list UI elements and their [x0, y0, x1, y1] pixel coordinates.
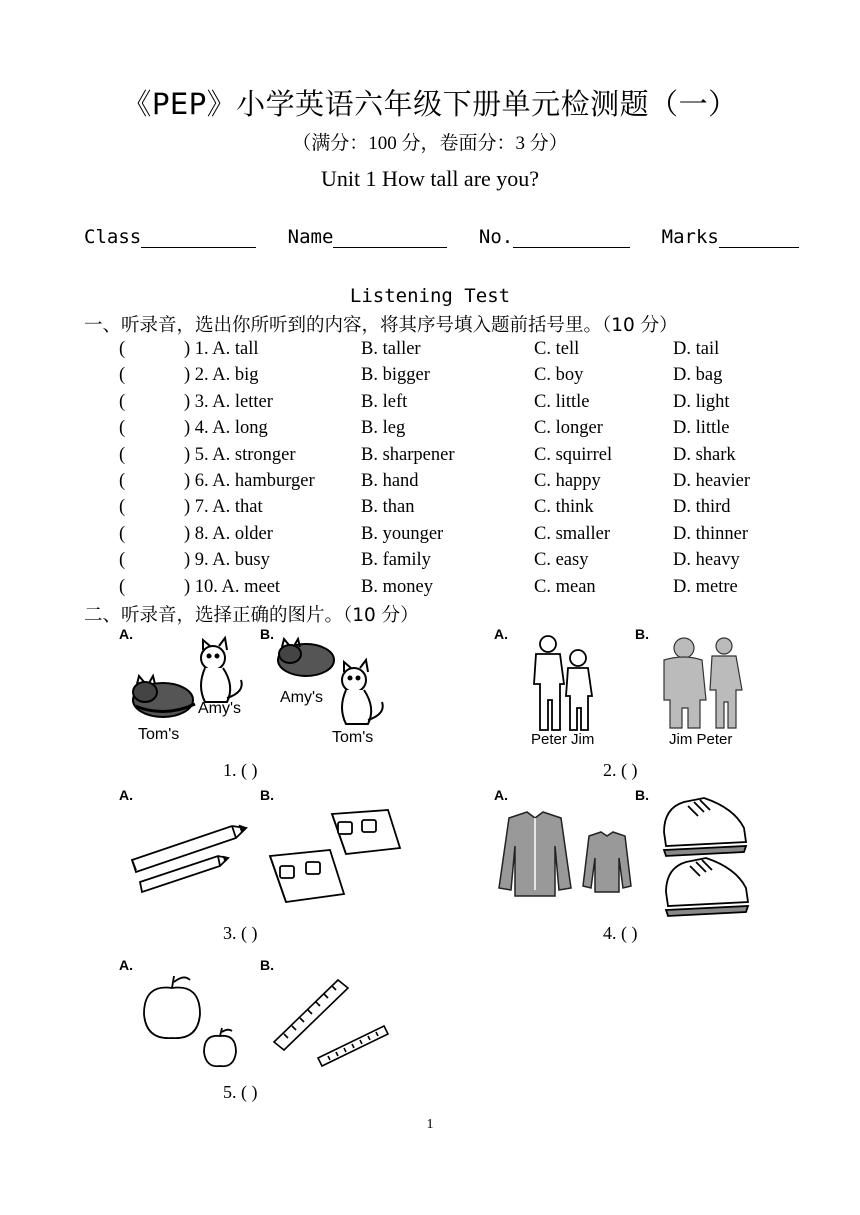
- q10-option-b: B. money: [361, 576, 433, 597]
- q1-option-b-label: B.: [260, 626, 274, 642]
- q10-question-stem: ) 10. A. meet: [184, 576, 281, 597]
- q9-option-d: D. heavy: [673, 550, 740, 571]
- q3-answer-paren[interactable]: (: [119, 391, 126, 412]
- q6-option-c: C. happy: [534, 471, 601, 491]
- class-blank[interactable]: [141, 229, 256, 248]
- q9-option-c: C. easy: [534, 550, 589, 571]
- q3-option-b-label: B.: [260, 787, 274, 803]
- q5-option-d: D. shark: [673, 444, 736, 465]
- q7-answer-paren[interactable]: (: [119, 497, 126, 518]
- q2-answer-paren[interactable]: (: [119, 365, 126, 386]
- q2-option-d: D. bag: [673, 365, 723, 386]
- q2-option-b-people-image[interactable]: [660, 636, 752, 732]
- q3-option-a-label: A.: [119, 787, 133, 803]
- q8-option-d: D. thinner: [673, 523, 749, 544]
- q2-b-caption: Jim Peter: [669, 731, 733, 748]
- q1-a-amy-caption: Amy's: [198, 700, 242, 717]
- q3-option-a-pencils-image[interactable]: [128, 820, 253, 895]
- q10-option-c: C. mean: [534, 576, 596, 597]
- score-note: （满分：100 分，卷面分：3 分）: [292, 133, 568, 154]
- q2-option-a-label: A.: [494, 626, 508, 642]
- q6-option-d: D. heavier: [673, 471, 751, 491]
- q10-option-d: D. metre: [673, 576, 738, 597]
- q5-answer-paren[interactable]: (: [119, 444, 126, 465]
- q6-option-b: B. hand: [361, 471, 419, 491]
- q1-b-amy-caption: Amy's: [280, 689, 324, 706]
- q3-question-stem: ) 3. A. letter: [184, 391, 273, 412]
- q1-answer-paren[interactable]: (: [119, 339, 126, 359]
- q9-option-b: B. family: [361, 550, 431, 571]
- q2-option-a-people-image[interactable]: [528, 634, 598, 734]
- q1-option-d: D. tail: [673, 339, 720, 359]
- marks-blank[interactable]: [719, 229, 799, 248]
- q4-question-stem: ) 4. A. long: [184, 418, 268, 439]
- listening-heading: Listening Test: [349, 285, 511, 307]
- q3-option-c: C. little: [534, 391, 590, 412]
- student-info-line: [84, 226, 784, 248]
- q5-option-a-label: A.: [119, 957, 133, 973]
- q7-option-c: C. think: [534, 497, 594, 518]
- q5-option-b: B. sharpener: [361, 444, 455, 465]
- q1-option-c: C. tell: [534, 339, 580, 359]
- q4-option-d: D. little: [673, 418, 730, 439]
- q9-answer-paren[interactable]: (: [119, 550, 126, 571]
- q1-question-stem: ) 1. A. tall: [184, 339, 259, 359]
- q4-option-b-shoes-image[interactable]: [658, 792, 750, 920]
- q5-option-b-label: B.: [260, 957, 274, 973]
- q3-option-d: D. light: [673, 391, 730, 412]
- q5-answer-blank[interactable]: 5. ( ): [223, 1082, 258, 1102]
- q7-option-d: D. third: [673, 497, 731, 518]
- q8-option-b: B. younger: [361, 523, 444, 544]
- page-number: 1: [426, 1117, 434, 1132]
- q4-option-a-label: A.: [494, 787, 508, 803]
- q10-answer-paren[interactable]: (: [119, 576, 126, 597]
- q1-option-a-label: A.: [119, 626, 133, 642]
- class-label: Class: [84, 226, 142, 248]
- number-blank[interactable]: [513, 229, 630, 248]
- q9-question-stem: ) 9. A. busy: [184, 550, 270, 571]
- q3-answer-blank[interactable]: 3. ( ): [223, 923, 258, 943]
- name-label: Name: [287, 226, 334, 248]
- q6-question-stem: ) 6. A. hamburger: [184, 471, 315, 491]
- unit-title: Unit 1 How tall are you?: [320, 166, 540, 191]
- q7-option-b: B. than: [361, 497, 415, 518]
- q5-option-b-rulers-image[interactable]: [270, 974, 395, 1074]
- q5-option-a-apples-image[interactable]: [142, 974, 242, 1074]
- q4-answer-paren[interactable]: (: [119, 418, 126, 439]
- marks-label: Marks: [661, 226, 719, 248]
- q4-answer-blank[interactable]: 4. ( ): [603, 923, 638, 943]
- page-title: 《PEP》小学英语六年级下册单元检测题（一）: [122, 87, 738, 121]
- q7-question-stem: ) 7. A. that: [184, 497, 263, 518]
- q8-option-c: C. smaller: [534, 523, 611, 544]
- number-label: No.: [478, 226, 514, 248]
- q1-a-tom-caption: Tom's: [138, 726, 180, 743]
- q4-option-b-label: B.: [635, 787, 649, 803]
- q5-question-stem: ) 5. A. stronger: [184, 444, 296, 465]
- q1-option-b: B. taller: [361, 339, 421, 359]
- q2-question-stem: ) 2. A. big: [184, 365, 259, 386]
- q2-answer-blank[interactable]: 2. ( ): [603, 760, 638, 780]
- q1-answer-blank[interactable]: 1. ( ): [223, 760, 258, 780]
- q8-answer-paren[interactable]: (: [119, 523, 126, 544]
- q1-b-tom-caption: Tom's: [332, 729, 374, 746]
- q2-option-c: C. boy: [534, 365, 584, 386]
- q4-option-a-shirts-image[interactable]: [497, 808, 637, 898]
- q8-question-stem: ) 8. A. older: [184, 523, 273, 544]
- name-blank[interactable]: [333, 229, 447, 248]
- q2-option-b-label: B.: [635, 626, 649, 642]
- q2-option-b: B. bigger: [361, 365, 430, 386]
- part2-instruction: 二、听录音，选择正确的图片。（10 分）: [84, 605, 419, 626]
- q3-option-b-schoolbags-image[interactable]: [262, 800, 402, 920]
- part1-instruction: 一、听录音，选出你所听到的内容，将其序号填入题前括号里。（10 分）: [84, 315, 678, 336]
- q3-option-b: B. left: [361, 391, 408, 412]
- q6-answer-paren[interactable]: (: [119, 471, 126, 491]
- q4-option-b: B. leg: [361, 418, 406, 439]
- q5-option-c: C. squirrel: [534, 444, 613, 465]
- q2-a-caption: Peter Jim: [531, 731, 595, 748]
- q4-option-c: C. longer: [534, 418, 603, 439]
